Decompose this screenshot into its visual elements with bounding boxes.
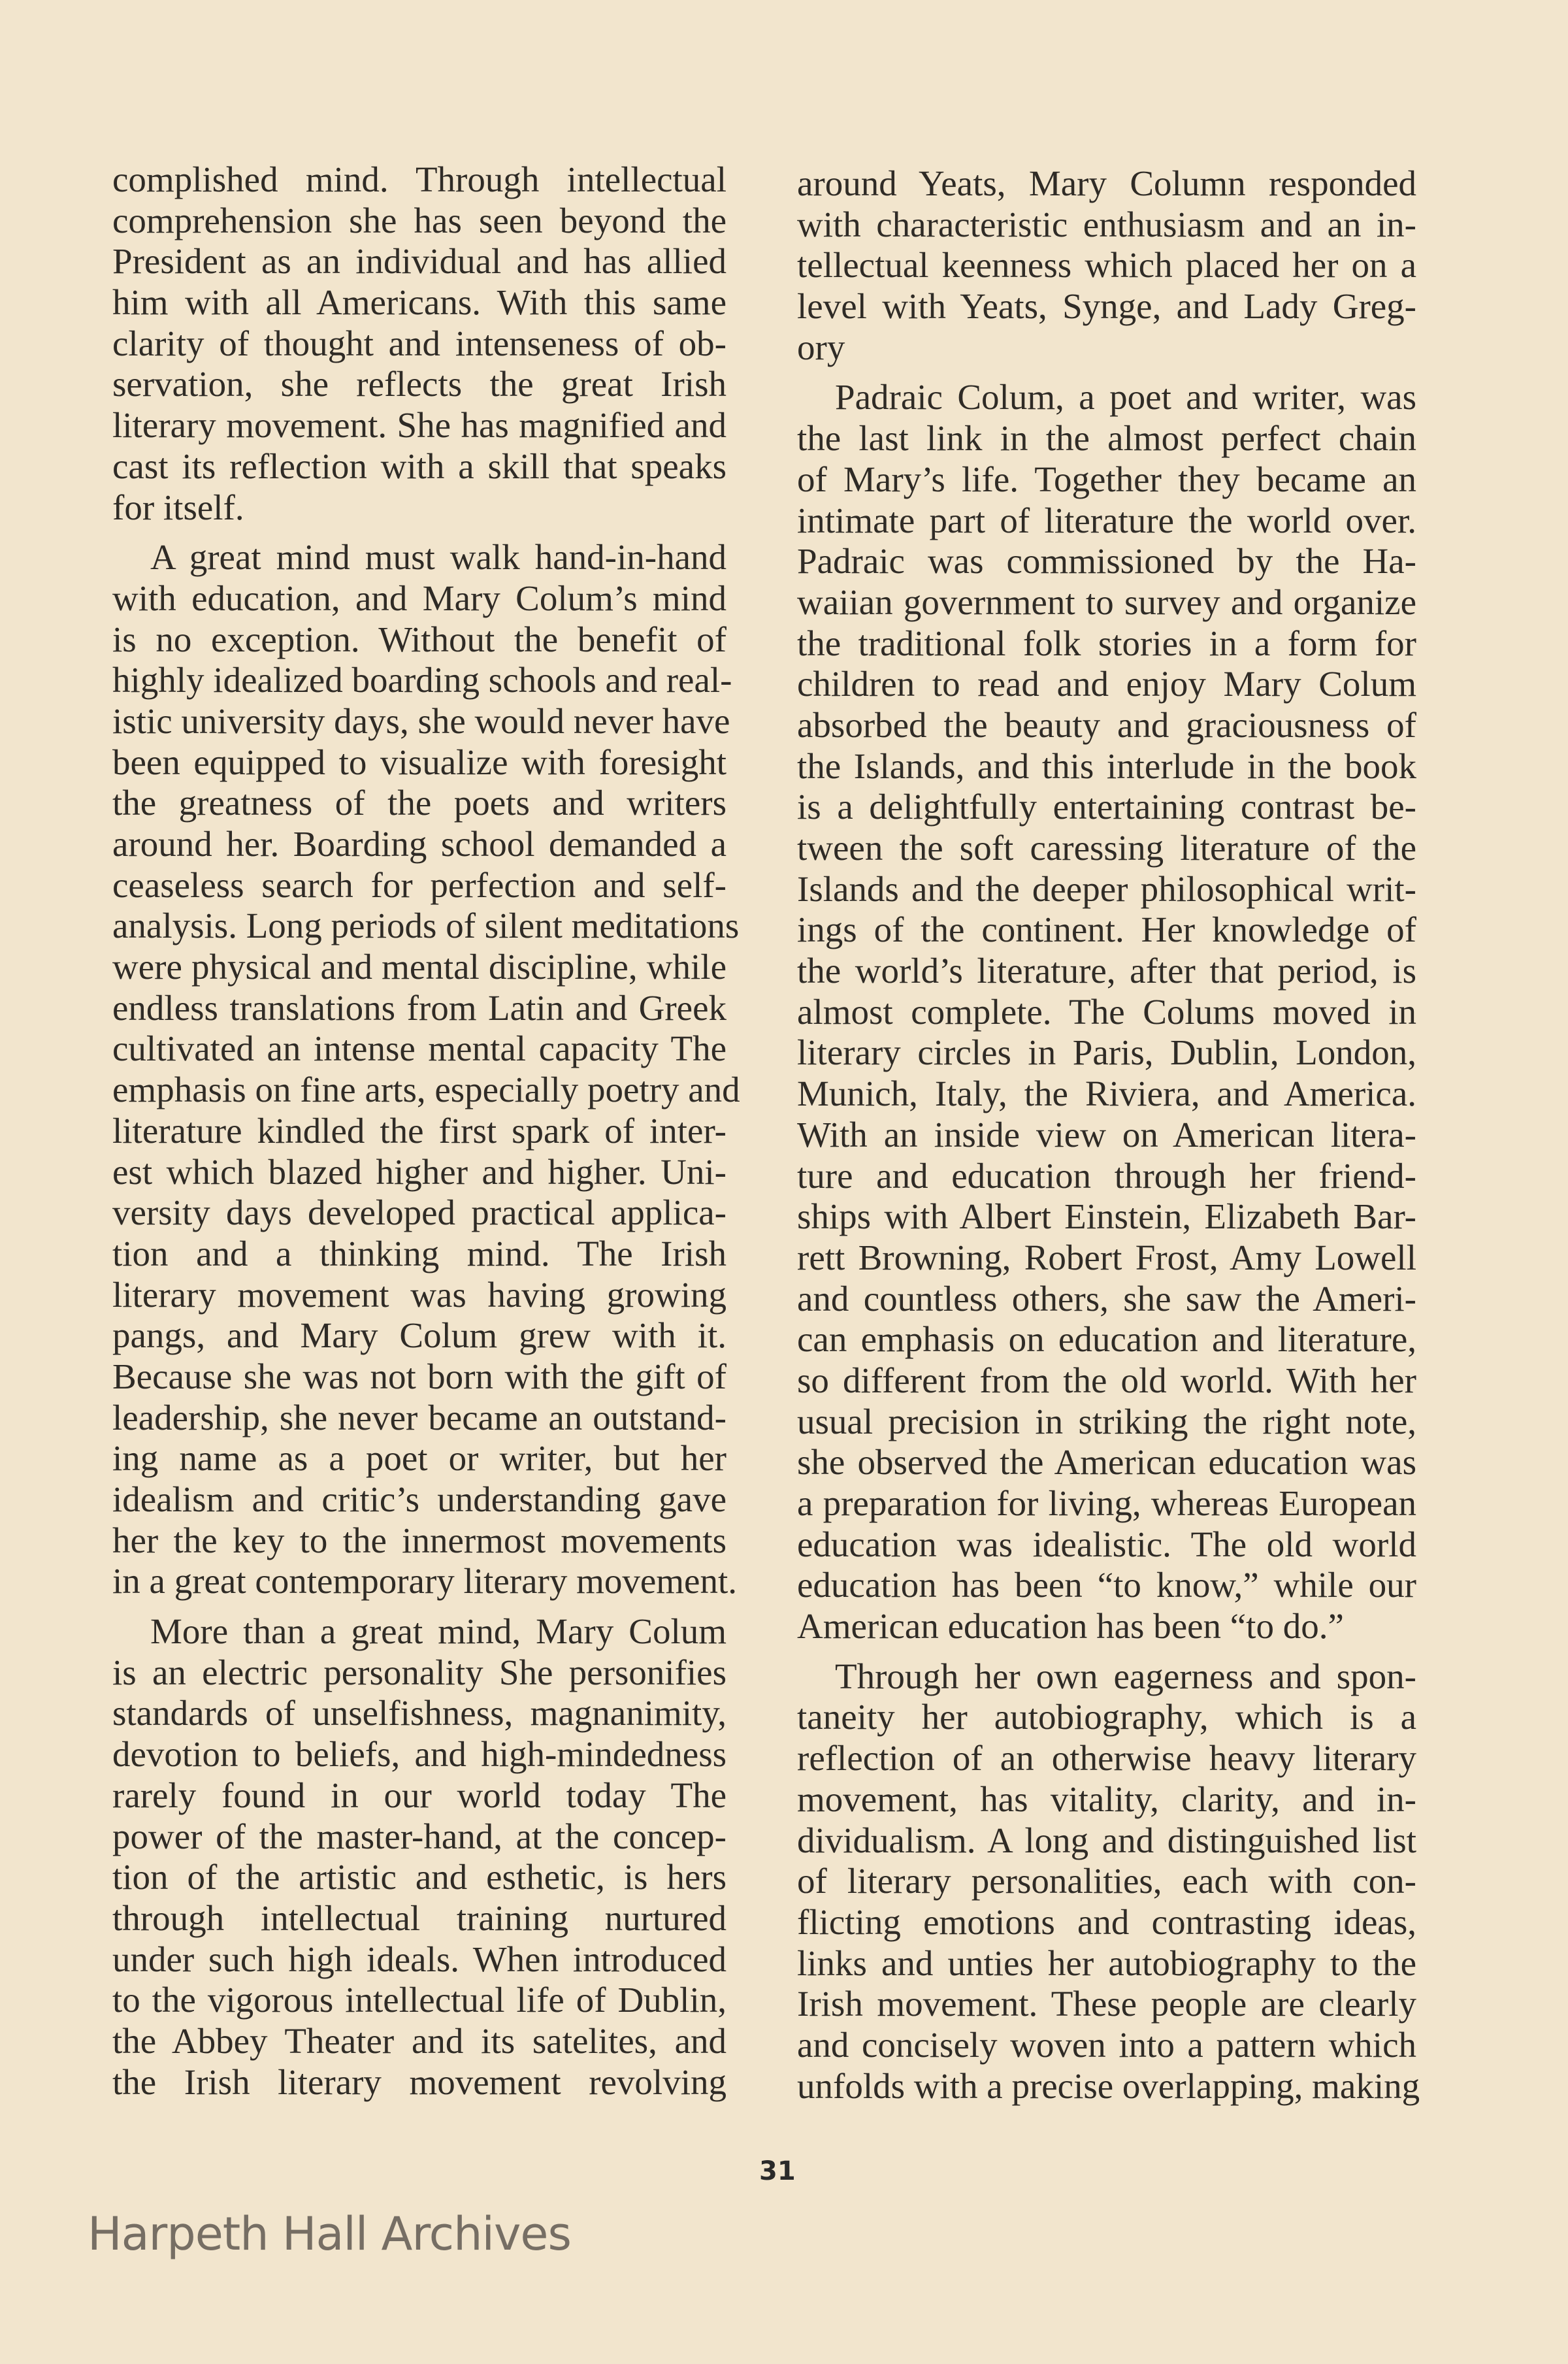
- text-line: children to read and enjoy Mary Colum: [797, 664, 1416, 704]
- text-line: so different from the old world. With her: [797, 1360, 1416, 1400]
- text-line: the last link in the almost perfect chain: [797, 418, 1416, 459]
- paragraph: [112, 537, 740, 1602]
- text-line: is no exception. Without the benefit of: [112, 619, 727, 659]
- text-line: can emphasis on education and literature,: [797, 1319, 1416, 1360]
- text-line: leadership, she never became an outstand-: [112, 1397, 727, 1437]
- text-line: him with all Americans. With this same: [112, 282, 727, 323]
- text-line: tion of the artistic and esthetic, is hers: [112, 1857, 727, 1897]
- text-line: A great mind must walk hand-in-hand: [150, 537, 727, 578]
- text-line: almost complete. The Colums moved in: [797, 991, 1416, 1032]
- text-line: President as an individual and has allied: [112, 241, 727, 282]
- text-line: and countless others, she saw the Ameri-: [797, 1278, 1416, 1319]
- archive-watermark: Harpeth Hall Archives: [88, 2207, 571, 2261]
- text-line: the Abbey Theater and its satelites, and: [112, 2020, 727, 2061]
- text-line: around Yeats, Mary Column responded: [797, 163, 1416, 203]
- text-line: emphasis on fine arts, especially poetry and: [112, 1070, 740, 1110]
- text-line: absorbed the beauty and graciousness of: [797, 704, 1416, 745]
- text-line: Munich, Italy, the Riviera, and America.: [797, 1074, 1416, 1114]
- text-line: reflection of an otherwise heavy literary: [797, 1738, 1416, 1779]
- text-line: idealism and critic’s understanding gave: [112, 1479, 727, 1519]
- text-line: literary movement was having growing: [112, 1274, 727, 1315]
- text-line: cultivated an intense mental capacity The: [112, 1028, 727, 1069]
- text-line: were physical and mental discipline, while: [112, 947, 727, 987]
- page-number: 31: [759, 2156, 796, 2186]
- text-line: around her. Boarding school demanded a: [112, 824, 727, 864]
- text-line: the world’s literature, after that period, is: [797, 951, 1416, 991]
- paragraph: [797, 163, 1416, 368]
- text-line: More than a great mind, Mary Colum: [150, 1611, 727, 1652]
- paragraph: [112, 1611, 727, 2103]
- text-line: the traditional folk stories in a form for: [797, 623, 1416, 663]
- text-line: Padraic was commissioned by the Ha-: [797, 541, 1416, 582]
- text-line: links and unties her autobiography to the: [797, 1943, 1416, 1983]
- text-line: is a delightfully entertaining contrast be-: [797, 787, 1416, 827]
- text-line: dividualism. A long and distinguished list: [797, 1820, 1416, 1860]
- text-line: been equipped to visualize with foresight: [112, 742, 727, 782]
- text-line: Islands and the deeper philosophical writ-: [797, 868, 1416, 909]
- text-line: Because she was not born with the gift of: [112, 1356, 727, 1396]
- text-line: Through her own eagerness and spon-: [835, 1656, 1416, 1696]
- text-line: versity days developed practical applica-: [112, 1192, 727, 1233]
- text-line: literature kindled the first spark of inter-: [112, 1110, 727, 1151]
- text-line: in a great contemporary literary movement.: [112, 1561, 738, 1601]
- text-line: is an electric personality She personifies: [112, 1652, 727, 1692]
- text-line: unfolds with a precise overlapping, making: [797, 2065, 1420, 2106]
- text-line: the greatness of the poets and writers: [112, 783, 727, 823]
- text-line: under such high ideals. When introduced: [112, 1939, 727, 1979]
- text-line: taneity her autobiography, which is a: [797, 1697, 1416, 1737]
- text-line: pangs, and Mary Colum grew with it.: [112, 1315, 727, 1356]
- text-line: tween the soft caressing literature of the: [797, 828, 1416, 868]
- text-line: literary movement. She has magnified and: [112, 405, 727, 446]
- text-line: Padraic Colum, a poet and writer, was: [835, 377, 1416, 418]
- text-line: complished mind. Through intellectual: [112, 159, 727, 199]
- text-line: she observed the American education was: [797, 1442, 1416, 1483]
- text-line: ing name as a poet or writer, but her: [112, 1438, 727, 1479]
- text-line: analysis. Long periods of silent meditations: [112, 906, 740, 946]
- text-line: rett Browning, Robert Frost, Amy Lowell: [797, 1237, 1416, 1277]
- text-line: her the key to the innermost movements: [112, 1520, 727, 1560]
- text-line: of Mary’s life. Together they became an: [797, 459, 1416, 499]
- paragraph: [797, 377, 1416, 1647]
- text-line: comprehension she has seen beyond the: [112, 200, 727, 240]
- text-line: servation, she reflects the great Irish: [112, 364, 727, 404]
- text-line: usual precision in striking the right note,: [797, 1401, 1416, 1441]
- text-line: with characteristic enthusiasm and an in-: [797, 204, 1416, 244]
- text-line: ships with Albert Einstein, Elizabeth Bar-: [797, 1196, 1416, 1237]
- text-line: level with Yeats, Synge, and Lady Greg-: [797, 286, 1416, 327]
- text-line: waiian government to survey and organize: [797, 582, 1416, 622]
- text-line: through intellectual training nurtured: [112, 1897, 727, 1938]
- text-line: Irish movement. These people are clearly: [797, 1984, 1416, 2024]
- text-line: clarity of thought and intenseness of ob-: [112, 323, 727, 363]
- text-line: With an inside view on American litera-: [797, 1114, 1416, 1155]
- text-line: ings of the continent. Her knowledge of: [797, 910, 1416, 950]
- text-line: to the vigorous intellectual life of Dublin,: [112, 1980, 727, 2020]
- paragraph: [797, 1656, 1420, 2107]
- text-line: endless translations from Latin and Greek: [112, 987, 727, 1028]
- text-line: of literary personalities, each with con-: [797, 1861, 1416, 1901]
- text-line: devotion to beliefs, and high-mindedness: [112, 1734, 727, 1775]
- text-line: literary circles in Paris, Dublin, London,: [797, 1032, 1416, 1073]
- text-line: power of the master-hand, at the concep-: [112, 1816, 727, 1856]
- text-line: ceaseless search for perfection and self-: [112, 864, 727, 905]
- text-line: ture and education through her friend-: [797, 1155, 1416, 1196]
- text-line: movement, has vitality, clarity, and in-: [797, 1779, 1416, 1819]
- text-column-right: [797, 163, 1420, 2116]
- text-line: tellectual keenness which placed her on a: [797, 245, 1416, 286]
- text-line: rarely found in our world today The: [112, 1775, 727, 1815]
- text-line: est which blazed higher and higher. Uni-: [112, 1151, 727, 1192]
- text-line: istic university days, she would never have: [112, 700, 730, 741]
- text-line: ory: [797, 327, 845, 367]
- text-column-left: [112, 159, 740, 2112]
- text-line: the Irish literary movement revolving: [112, 2061, 727, 2102]
- text-line: with education, and Mary Colum’s mind: [112, 578, 727, 618]
- text-line: highly idealized boarding schools and real-: [112, 660, 732, 700]
- text-line: intimate part of literature the world over.: [797, 500, 1416, 540]
- text-line: the Islands, and this interlude in the book: [797, 746, 1416, 786]
- text-line: standards of unselfishness, magnanimity,: [112, 1693, 727, 1733]
- text-line: tion and a thinking mind. The Irish: [112, 1233, 727, 1273]
- text-line: cast its reflection with a skill that speaks: [112, 446, 727, 486]
- text-line: education has been “to know,” while our: [797, 1565, 1416, 1605]
- text-line: and concisely woven into a pattern which: [797, 2024, 1416, 2065]
- paragraph: [112, 159, 727, 528]
- text-line: American education has been “to do.”: [797, 1606, 1344, 1647]
- text-line: flicting emotions and contrasting ideas,: [797, 1901, 1416, 1942]
- text-line: for itself.: [112, 487, 244, 527]
- text-line: a preparation for living, whereas European: [797, 1483, 1416, 1523]
- text-line: education was idealistic. The old world: [797, 1524, 1416, 1564]
